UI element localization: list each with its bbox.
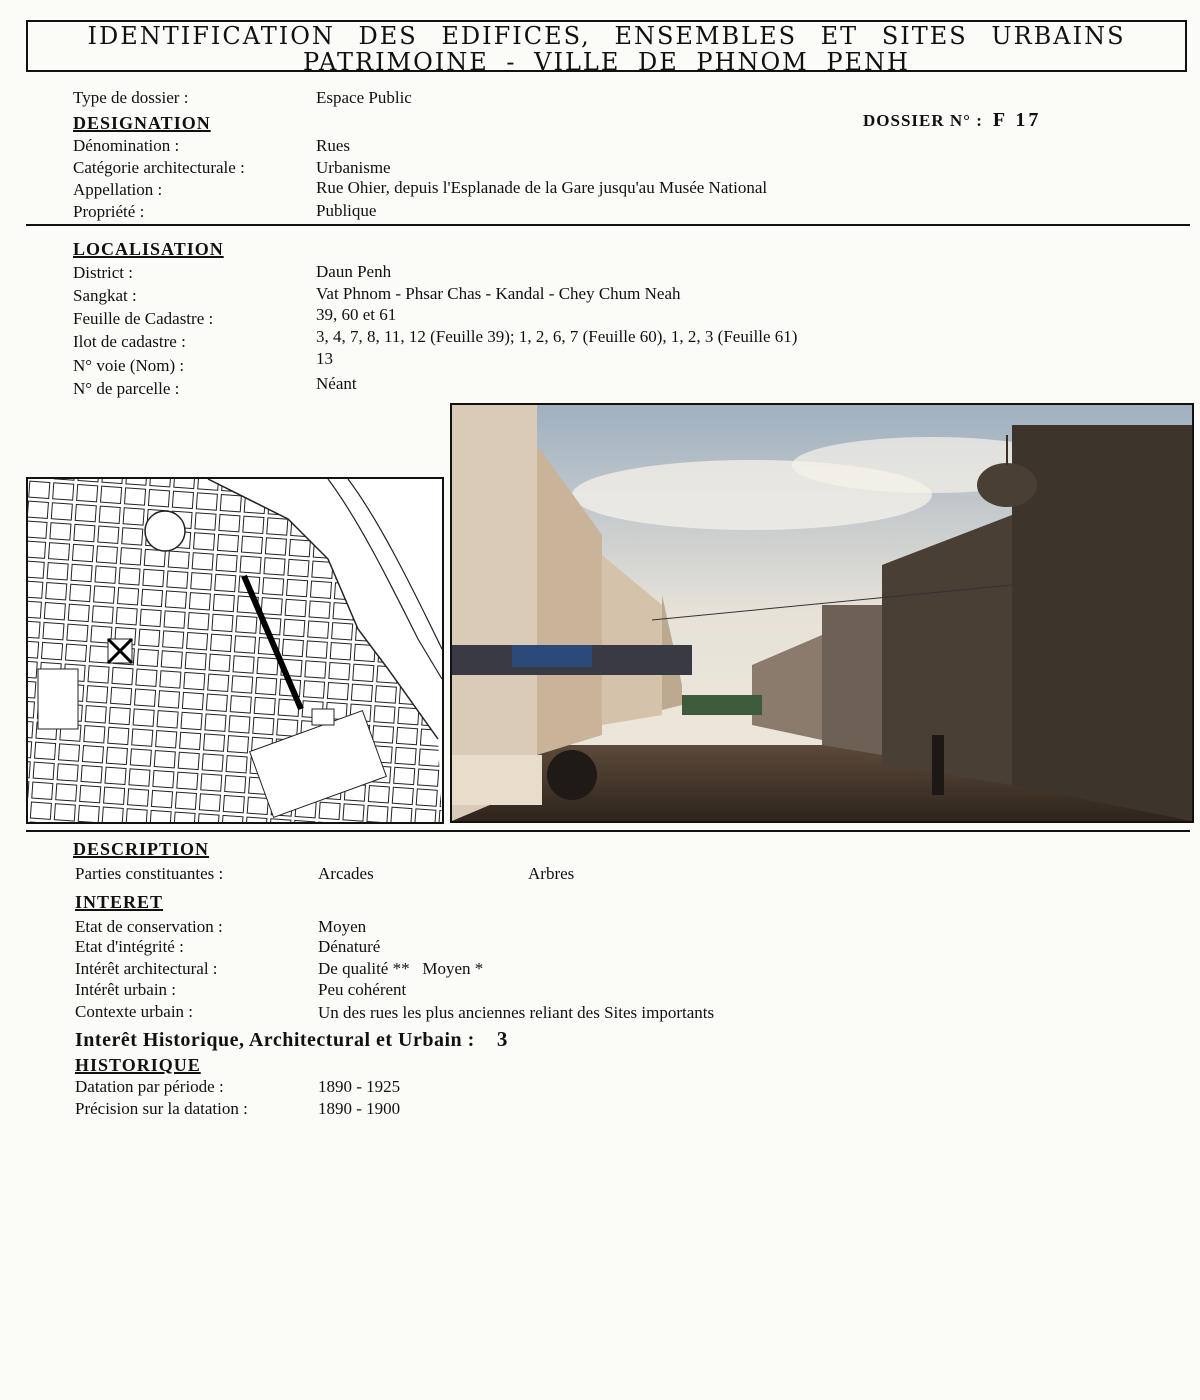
parties-value-arcades: Arcades xyxy=(318,864,374,883)
type-dossier-label: Type de dossier : xyxy=(73,88,189,107)
precision-datation-label: Précision sur la datation : xyxy=(75,1099,248,1118)
interet-total xyxy=(75,1027,508,1052)
dossier-label: DOSSIER N° : xyxy=(863,111,983,130)
title-line-1: IDENTIFICATION DES EDIFICES, ENSEMBLES ET SITES URBAINS xyxy=(87,22,1126,50)
interet-architectural-value: De qualité ** Moyen * xyxy=(318,959,484,978)
feuille-cadastre-label: Feuille de Cadastre : xyxy=(73,309,214,328)
contexte-urbain-label: Contexte urbain : xyxy=(75,1002,194,1021)
parcelle-value: Néant xyxy=(316,374,357,393)
appellation-value: Rue Ohier, depuis l'Esplanade de la Gare jusqu'au Musée National xyxy=(316,178,768,197)
integrite-label: Etat d'intégrité : xyxy=(75,937,184,956)
interet-urbain-value: Peu cohérent xyxy=(318,980,407,999)
street-photo xyxy=(450,403,1194,823)
integrite-value: Dénaturé xyxy=(318,937,381,956)
propriete-value: Publique xyxy=(316,201,377,220)
sangkat-value: Vat Phnom - Phsar Chas - Kandal - Chey Chum Neah xyxy=(316,284,681,303)
ilot-cadastre-value: 3, 4, 7, 8, 11, 12 (Feuille 39); 1, 2, 6, 7 (Feuille 60), 1, 2, 3 (Feuille 61) xyxy=(316,327,798,346)
voie-value: 13 xyxy=(316,349,333,368)
propriete-label: Propriété : xyxy=(73,202,145,221)
section-description: DESCRIPTION xyxy=(73,839,210,859)
interet-architectural-label: Intérêt architectural : xyxy=(75,959,218,978)
datation-periode-value: 1890 - 1925 xyxy=(318,1077,401,1096)
denomination-value: Rues xyxy=(316,136,350,155)
interet-total-score: 3 xyxy=(496,1027,508,1051)
divider-1 xyxy=(26,224,1190,226)
contexte-urbain-value: Un des rues les plus anciennes reliant des Sites importants xyxy=(318,1003,715,1022)
title-line-2: PATRIMOINE - VILLE DE PHNOM PENH xyxy=(303,48,910,76)
parties-value-arbres: Arbres xyxy=(528,864,575,883)
parcelle-label: N° de parcelle : xyxy=(73,379,180,398)
document-title xyxy=(26,20,1187,76)
district-label: District : xyxy=(73,263,133,282)
section-historique: HISTORIQUE xyxy=(75,1055,201,1075)
conservation-value: Moyen xyxy=(318,917,367,936)
interet-urbain-label: Intérêt urbain : xyxy=(75,980,177,999)
section-localisation: LOCALISATION xyxy=(73,239,224,259)
divider-2 xyxy=(26,830,1190,832)
datation-periode-label: Datation par période : xyxy=(75,1077,224,1096)
parties-label: Parties constituantes : xyxy=(75,864,224,883)
location-map xyxy=(26,477,444,824)
interet-total-label: Interêt Historique, Architectural et Urbain : xyxy=(75,1029,475,1051)
voie-label: N° voie (Nom) : xyxy=(73,356,185,375)
district-value: Daun Penh xyxy=(316,262,392,281)
precision-datation-value: 1890 - 1900 xyxy=(318,1099,401,1118)
dossier-number xyxy=(863,109,1041,132)
feuille-cadastre-value: 39, 60 et 61 xyxy=(316,305,397,324)
categorie-label: Catégorie architecturale : xyxy=(73,158,245,177)
ilot-cadastre-label: Ilot de cadastre : xyxy=(73,332,186,351)
section-designation: DESIGNATION xyxy=(73,113,211,133)
categorie-value: Urbanisme xyxy=(316,158,391,177)
sangkat-label: Sangkat : xyxy=(73,286,137,305)
type-dossier-value: Espace Public xyxy=(316,88,412,107)
dossier-value: F 17 xyxy=(992,109,1042,131)
conservation-label: Etat de conservation : xyxy=(75,917,223,936)
denomination-label: Dénomination : xyxy=(73,136,180,155)
appellation-label: Appellation : xyxy=(73,180,163,199)
section-interet: INTERET xyxy=(75,892,164,912)
